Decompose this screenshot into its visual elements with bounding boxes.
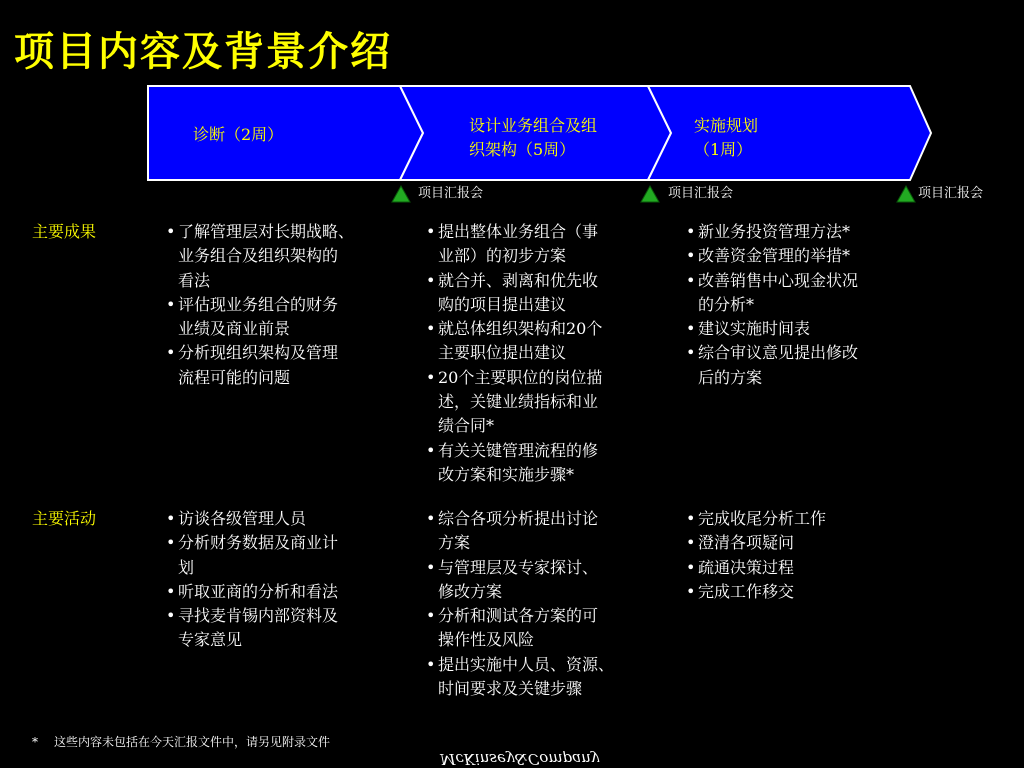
milestone-triangle-icon-2 bbox=[641, 186, 659, 202]
milestone-label-3: 项目汇报会 bbox=[918, 186, 984, 201]
bullet-dot-icon: • bbox=[166, 509, 176, 528]
bullet-text bbox=[438, 604, 598, 653]
bullet-text bbox=[698, 220, 850, 244]
bullet-item bbox=[686, 220, 926, 244]
bullet-line: 疏通决策过程 bbox=[698, 557, 795, 577]
footnote-marker: * bbox=[32, 735, 38, 749]
phase-label-line: 设计业务组合及组 bbox=[469, 116, 598, 135]
bullet-line: 看法 bbox=[178, 270, 211, 290]
bullet-item bbox=[166, 531, 406, 580]
bullet-dot-icon: • bbox=[166, 222, 176, 241]
bullet-line: 完成工作移交 bbox=[698, 581, 795, 601]
bullet-text bbox=[438, 507, 598, 556]
bullet-dot-icon: • bbox=[686, 319, 696, 339]
bullet-dot-icon: • bbox=[426, 222, 436, 241]
bullet-text bbox=[178, 293, 338, 342]
activities-list-design bbox=[426, 507, 666, 701]
bullet-line: 述，关键业绩指标和业 bbox=[438, 392, 599, 412]
bullet-line: 业绩及商业前景 bbox=[178, 319, 291, 339]
bullet-item bbox=[426, 439, 666, 488]
footnote-text: 这些内容未包括在今天汇报文件中，请另见附录文件 bbox=[54, 735, 331, 749]
bullet-line: 访谈各级管理人员 bbox=[178, 509, 307, 528]
bullet-text bbox=[438, 653, 614, 702]
bullet-dot-icon: • bbox=[426, 557, 436, 577]
bullet-dot-icon: • bbox=[426, 654, 436, 674]
bullet-text bbox=[698, 507, 826, 531]
results-list-implementation bbox=[686, 220, 926, 390]
bullet-dot-icon: • bbox=[166, 533, 176, 553]
bullet-dot-icon: • bbox=[426, 606, 436, 626]
bullet-item bbox=[686, 244, 926, 268]
bullet-item bbox=[686, 507, 926, 531]
phase-label-line: 实施规划 bbox=[694, 116, 759, 135]
results-list-diagnosis bbox=[166, 220, 406, 390]
bullet-item bbox=[686, 341, 926, 390]
bullet-item bbox=[166, 507, 406, 531]
bullet-dot-icon: • bbox=[686, 509, 696, 528]
bullet-line: 综合各项分析提出讨论 bbox=[438, 509, 599, 528]
bullet-line: 主要职位提出建议 bbox=[438, 343, 567, 363]
results-list-design bbox=[426, 220, 666, 487]
bullet-dot-icon: • bbox=[166, 343, 176, 363]
bullet-line: 的分析* bbox=[698, 294, 755, 314]
phase-label-line: （1周） bbox=[694, 140, 753, 159]
bullet-line: 就总体组织架构和20个 bbox=[438, 319, 603, 339]
phase-chevron-diagram bbox=[0, 0, 1024, 210]
bullet-item bbox=[426, 366, 666, 439]
bullet-item bbox=[686, 269, 926, 318]
milestone-triangle-icon-1 bbox=[392, 186, 410, 202]
row-label-activities: 主要活动 bbox=[32, 509, 97, 528]
bullet-item bbox=[166, 293, 406, 342]
bullet-text bbox=[178, 604, 338, 653]
bullet-item bbox=[426, 220, 666, 269]
bullet-item bbox=[686, 580, 926, 604]
bullet-text bbox=[178, 220, 354, 293]
bullet-line: 分析财务数据及商业计 bbox=[178, 533, 339, 553]
bullet-text bbox=[698, 269, 858, 318]
bullet-text bbox=[698, 580, 794, 604]
bullet-dot-icon: • bbox=[426, 270, 436, 290]
bullet-dot-icon: • bbox=[686, 343, 696, 363]
phase-label-3 bbox=[694, 114, 758, 162]
bullet-text bbox=[698, 317, 810, 341]
milestone-label-2: 项目汇报会 bbox=[668, 186, 734, 201]
bullet-line: 20个主要职位的岗位描 bbox=[438, 367, 603, 387]
bullet-line: 新业务投资管理方法* bbox=[698, 222, 851, 241]
bullet-item bbox=[166, 604, 406, 653]
bullet-line: 方案 bbox=[438, 533, 471, 553]
bullet-text bbox=[178, 580, 338, 604]
bullet-item bbox=[686, 556, 926, 580]
bullet-item bbox=[166, 341, 406, 390]
bullet-line: 改善销售中心现金状况 bbox=[698, 270, 859, 290]
bullet-dot-icon: • bbox=[426, 440, 436, 460]
phase-chevron-3 bbox=[648, 86, 931, 180]
bullet-line: 听取亚商的分析和看法 bbox=[178, 581, 339, 601]
bullet-dot-icon: • bbox=[686, 270, 696, 290]
bullet-text bbox=[178, 531, 338, 580]
bullet-text bbox=[698, 341, 858, 390]
bullet-text bbox=[438, 366, 602, 439]
bullet-dot-icon: • bbox=[686, 557, 696, 577]
bullet-line: 有关关键管理流程的修 bbox=[438, 440, 599, 460]
bullet-dot-icon: • bbox=[166, 606, 176, 626]
mckinsey-logo: McKinsey&Company bbox=[440, 750, 600, 768]
bullet-line: 划 bbox=[178, 557, 195, 577]
activities-list-implementation bbox=[686, 507, 926, 604]
bullet-line: 提出实施中人员、资源、 bbox=[438, 654, 615, 674]
footnote bbox=[32, 733, 330, 750]
bullet-item bbox=[426, 653, 666, 702]
bullet-line: 就合并、剥离和优先收 bbox=[438, 270, 599, 290]
bullet-line: 评估现业务组合的财务 bbox=[178, 294, 339, 314]
phase-label-2 bbox=[469, 114, 597, 162]
bullet-line: 建议实施时间表 bbox=[698, 319, 811, 339]
bullet-dot-icon: • bbox=[686, 581, 696, 601]
bullet-text bbox=[438, 439, 598, 488]
slide-title: 项目内容及背景介绍 bbox=[14, 28, 392, 75]
bullet-dot-icon: • bbox=[426, 319, 436, 339]
bullet-item bbox=[426, 269, 666, 318]
phase-label-line: 诊断（2周） bbox=[193, 125, 284, 144]
bullet-text bbox=[698, 531, 794, 555]
bullet-line: 改方案和实施步骤* bbox=[438, 464, 575, 484]
milestone-triangle-icon-3 bbox=[897, 186, 915, 202]
bullet-line: 分析和测试各方案的可 bbox=[438, 606, 599, 626]
bullet-dot-icon: • bbox=[686, 222, 696, 241]
bullet-line: 提出整体业务组合（事 bbox=[438, 222, 599, 241]
bullet-text bbox=[178, 507, 306, 531]
bullet-text bbox=[438, 317, 602, 366]
bullet-line: 分析现组织架构及管理 bbox=[178, 343, 339, 363]
bullet-text bbox=[438, 556, 598, 605]
bullet-dot-icon: • bbox=[166, 581, 176, 601]
bullet-item bbox=[686, 317, 926, 341]
bullet-dot-icon: • bbox=[426, 509, 436, 528]
bullet-text bbox=[438, 269, 598, 318]
bullet-line: 操作性及风险 bbox=[438, 630, 535, 650]
bullet-line: 修改方案 bbox=[438, 581, 503, 601]
row-label-results: 主要成果 bbox=[32, 222, 97, 241]
bullet-text bbox=[178, 341, 338, 390]
bullet-item bbox=[426, 556, 666, 605]
bullet-line: 专家意见 bbox=[178, 630, 243, 650]
bullet-text bbox=[438, 220, 598, 269]
bullet-dot-icon: • bbox=[686, 246, 696, 266]
activities-list-diagnosis bbox=[166, 507, 406, 653]
bullet-text bbox=[698, 244, 850, 268]
bullet-item bbox=[426, 604, 666, 653]
bullet-line: 与管理层及专家探讨、 bbox=[438, 557, 599, 577]
bullet-line: 绩合同* bbox=[438, 416, 495, 436]
bullet-line: 流程可能的问题 bbox=[178, 367, 291, 387]
phase-label-1 bbox=[193, 123, 283, 147]
bullet-line: 改善资金管理的举措* bbox=[698, 246, 851, 266]
bullet-text bbox=[698, 556, 794, 580]
bullet-item bbox=[426, 317, 666, 366]
bullet-line: 业部）的初步方案 bbox=[438, 246, 567, 266]
bullet-line: 寻找麦肯锡内部资料及 bbox=[178, 606, 339, 626]
bullet-line: 澄清各项疑问 bbox=[698, 533, 795, 553]
bullet-line: 购的项目提出建议 bbox=[438, 294, 567, 314]
bullet-line: 时间要求及关键步骤 bbox=[438, 679, 583, 699]
bullet-dot-icon: • bbox=[426, 367, 436, 387]
bullet-item bbox=[166, 220, 406, 293]
bullet-dot-icon: • bbox=[686, 533, 696, 553]
bullet-line: 综合审议意见提出修改 bbox=[698, 343, 859, 363]
phase-label-line: 织架构（5周） bbox=[469, 140, 576, 159]
bullet-item bbox=[166, 580, 406, 604]
bullet-line: 业务组合及组织架构的 bbox=[178, 246, 339, 266]
bullet-line: 后的方案 bbox=[698, 367, 763, 387]
phase-chevron-1 bbox=[148, 86, 423, 180]
bullet-dot-icon: • bbox=[166, 294, 176, 314]
bullet-item bbox=[426, 507, 666, 556]
bullet-line: 完成收尾分析工作 bbox=[698, 509, 827, 528]
bullet-item bbox=[686, 531, 926, 555]
bullet-line: 了解管理层对长期战略、 bbox=[178, 222, 355, 241]
milestone-label-1: 项目汇报会 bbox=[418, 186, 484, 201]
